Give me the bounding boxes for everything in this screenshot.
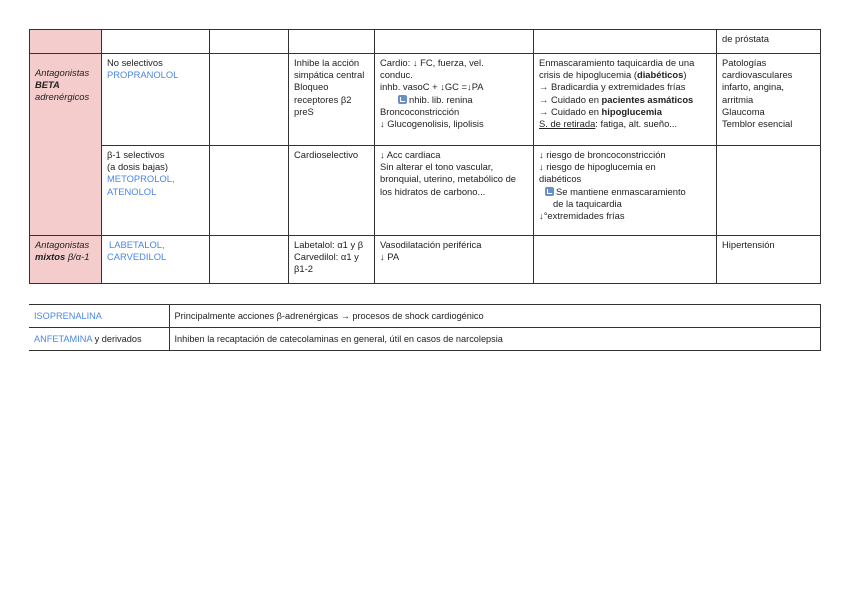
drug-name: PROPRANOLOL: [107, 69, 179, 81]
mechanism-cell: Labetalol: α1 y β Carvedilol: α1 y β1-2: [289, 236, 375, 284]
other-sympathomimetics-table: [29, 304, 821, 351]
table-row: [30, 236, 821, 284]
category-cell: [30, 30, 102, 54]
table-row: [30, 54, 821, 146]
drug-name: LABETALOL,: [109, 239, 165, 250]
category-mixed: Antagonistas mixtos β/α-1: [30, 236, 102, 284]
drug-name: ISOPRENALINA: [34, 311, 102, 321]
table-row: [30, 146, 821, 236]
type-cell: No selectivos PROPRANOLOL: [102, 54, 210, 146]
drug-name: METOPROLOL,: [107, 173, 175, 185]
adverse-cell: ↓ riesgo de broncoconstricción ↓ riesgo de hipoglucemia en diabéticos Se mantiene enmascaramiento de la taquicardia ↓°extremidades frías: [534, 146, 717, 236]
adverse-cell: Enmascaramiento taquicardia de una crisis de hipoglucemia (diabéticos) → Bradicardia y extremidades frías → Cuidado en pacientes asmáticos → Cuidado en hipoglucemia S. de retirada: fatiga, alt. sueño...: [534, 54, 717, 146]
uses-cell: Patologías cardiovasculares infarto, angina, arritmia Glaucoma Temblor esencial: [717, 54, 821, 146]
drug-name: ANFETAMINA: [34, 334, 93, 344]
table-row: ISOPRENALINA Principalmente acciones β-adrenérgicas → procesos de shock cardiogénico: [29, 305, 820, 328]
check-box-icon: [545, 187, 554, 196]
uses-cell: Hipertensión: [717, 236, 821, 284]
category-beta: Antagonistas BETA adrenérgicos: [30, 54, 102, 236]
check-box-icon: [398, 95, 407, 104]
effects-cell: Cardio: ↓ FC, fuerza, vel. conduc. inhb. vasoC + ↓GC =↓PA nhib. lib. renina Broncoconstricción ↓ Glucogenolisis, lipolisis: [375, 54, 534, 146]
effects-cell: ↓ Acc cardiaca Sin alterar el tono vascular, bronquial, uterino, metabólico de los hidratos de carbono...: [375, 146, 534, 236]
table-row: [30, 30, 821, 54]
adrenergic-antagonists-table: [29, 29, 821, 284]
mechanism-cell: Cardioselectivo: [289, 146, 375, 236]
effects-cell: Vasodilatación periférica ↓ PA: [375, 236, 534, 284]
type-cell: [102, 236, 210, 284]
drug-name: CARVEDILOL: [107, 251, 167, 263]
table-row: ANFETAMINA y derivados Inhiben la recaptación de catecolaminas en general, útil en casos de narcolepsia: [29, 328, 820, 351]
uses-cell: de próstata: [717, 30, 821, 54]
type-cell: β-1 selectivos (a dosis bajas) METOPROLOL, ATENOLOL: [102, 146, 210, 236]
drug-name: ATENOLOL: [107, 185, 157, 197]
mechanism-cell: Inhibe la acción simpática central Bloqueo receptores β2 preS: [289, 54, 375, 146]
